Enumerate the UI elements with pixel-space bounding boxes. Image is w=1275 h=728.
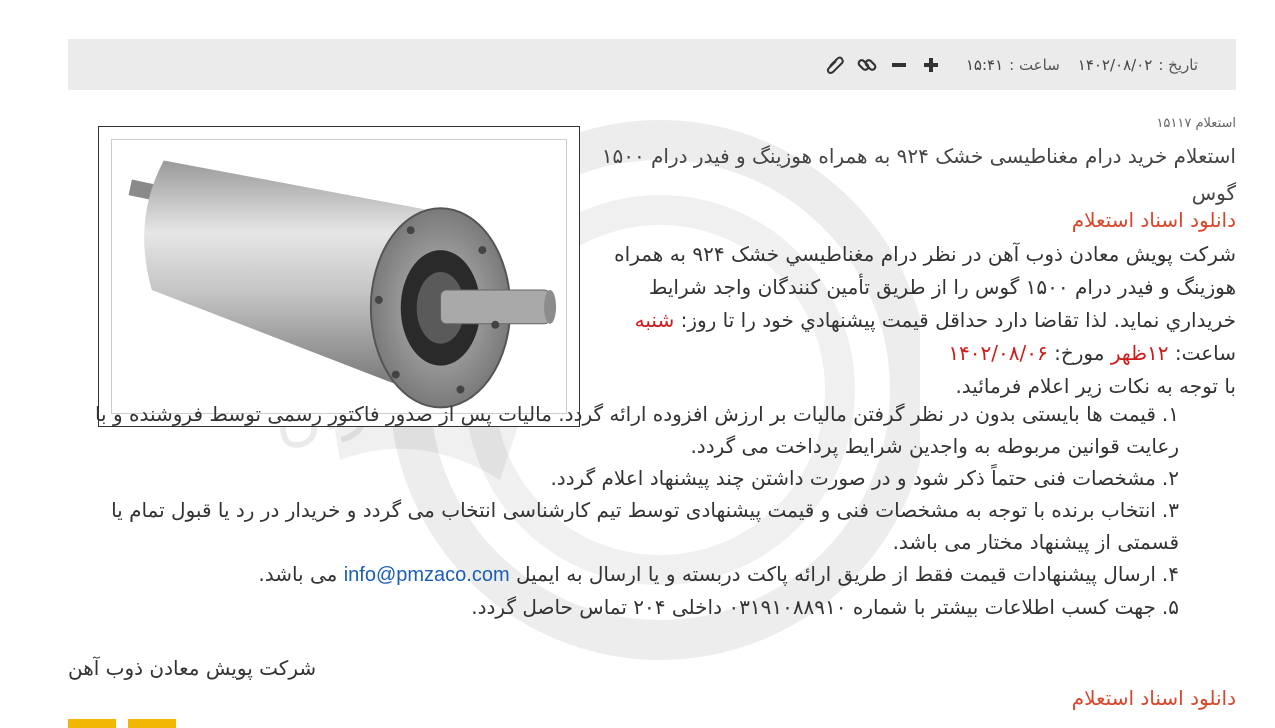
share-button[interactable] [68,719,116,728]
magnetic-drum-image [112,140,566,413]
company-name: شرکت پویش معادن ذوب آهن [68,656,317,680]
toolbar-icons [824,54,942,76]
inquiry-code: استعلام ۱۵۱۱۷ [1156,116,1236,131]
attachment-icon[interactable] [824,54,846,76]
date-label: تاریخ : [1158,55,1198,74]
intro-end: با توجه به نکات زیر اعلام فرمائید. [955,374,1236,398]
zoom-in-icon[interactable] [920,54,942,76]
conditions-list [59,398,1179,623]
list-item: ۲.مشخصات فنی حتماً ذکر شود و در صورت داشتن چند پیشنهاد اعلام گردد. [550,466,1179,490]
toolbar [68,39,1236,90]
inquiry-intro [596,238,1236,403]
download-documents-link[interactable]: دانلود اسناد استعلام [1071,208,1236,232]
deadline-day: شنبه [634,308,675,332]
list-item: ۵.جهت کسب اطلاعات بیشتر با شماره ۰۳۱۹۱۰۸۸۹۱۰ داخلی ۲۰۴ تماس حاصل گردد. [471,595,1179,619]
product-image [98,126,580,427]
list-item: ۴.ارسال پیشنهادات قیمت فقط از طریق ارائه پاکت دربسته و یا ارسال به ایمیل info@pmzaco.com می باشد. [258,562,1179,586]
inquiry-title: استعلام خرید درام مغناطیسی خشک ۹۲۴ به همراه هوزینگ و فیدر درام ۱۵۰۰ گوس [601,144,1236,205]
deadline-time-label: ساعت: [1174,341,1236,365]
intro-text: شرکت پویش معادن ذوب آهن در نظر درام مغناطيسي خشک ۹۲۴ به همراه هوزينگ و فيدر درام ۱۵۰۰ گوس را از طريق تأمين کنندگان واجد شرايط خريداري نمايد. لذا تقاضا دارد حداقل قيمت پيشنهادي خود را تا روز: [614,242,1236,332]
deadline-date: ۱۴۰۲/۰۸/۰۶ [948,341,1048,365]
link-icon[interactable] [856,54,878,76]
zoom-out-icon[interactable] [888,54,910,76]
deadline-time: ۱۲ظهر [1110,341,1169,365]
time-value: ۱۵:۴۱ [965,55,1004,74]
print-button[interactable] [128,719,176,728]
list-item: ۱.قیمت ها بایستی بدون در نظر گرفتن مالیات بر ارزش افزوده ارائه گردد. مالیات پس از صدور فاکتور رسمی توسط فروشنده و با رعایت قوانین مربوطه به واجدین شرایط پرداخت می گردد. [94,402,1179,458]
list-item: ۳.انتخاب برنده با توجه به مشخصات فنی و قیمت پیشنهادی توسط تیم کارشناسی انتخاب می گردد و خریدار در رد یا قبول تمام یا قسمتی از پیشنهاد مختار می باشد. [111,498,1179,554]
deadline-date-label: مورخ: [1054,341,1105,365]
email-link[interactable]: info@pmzaco.com [343,564,510,586]
time-label: ساعت : [1009,55,1060,74]
download-documents-link-bottom[interactable]: دانلود اسناد استعلام [1071,686,1236,710]
date-value: ۱۴۰۲/۰۸/۰۲ [1077,55,1153,74]
